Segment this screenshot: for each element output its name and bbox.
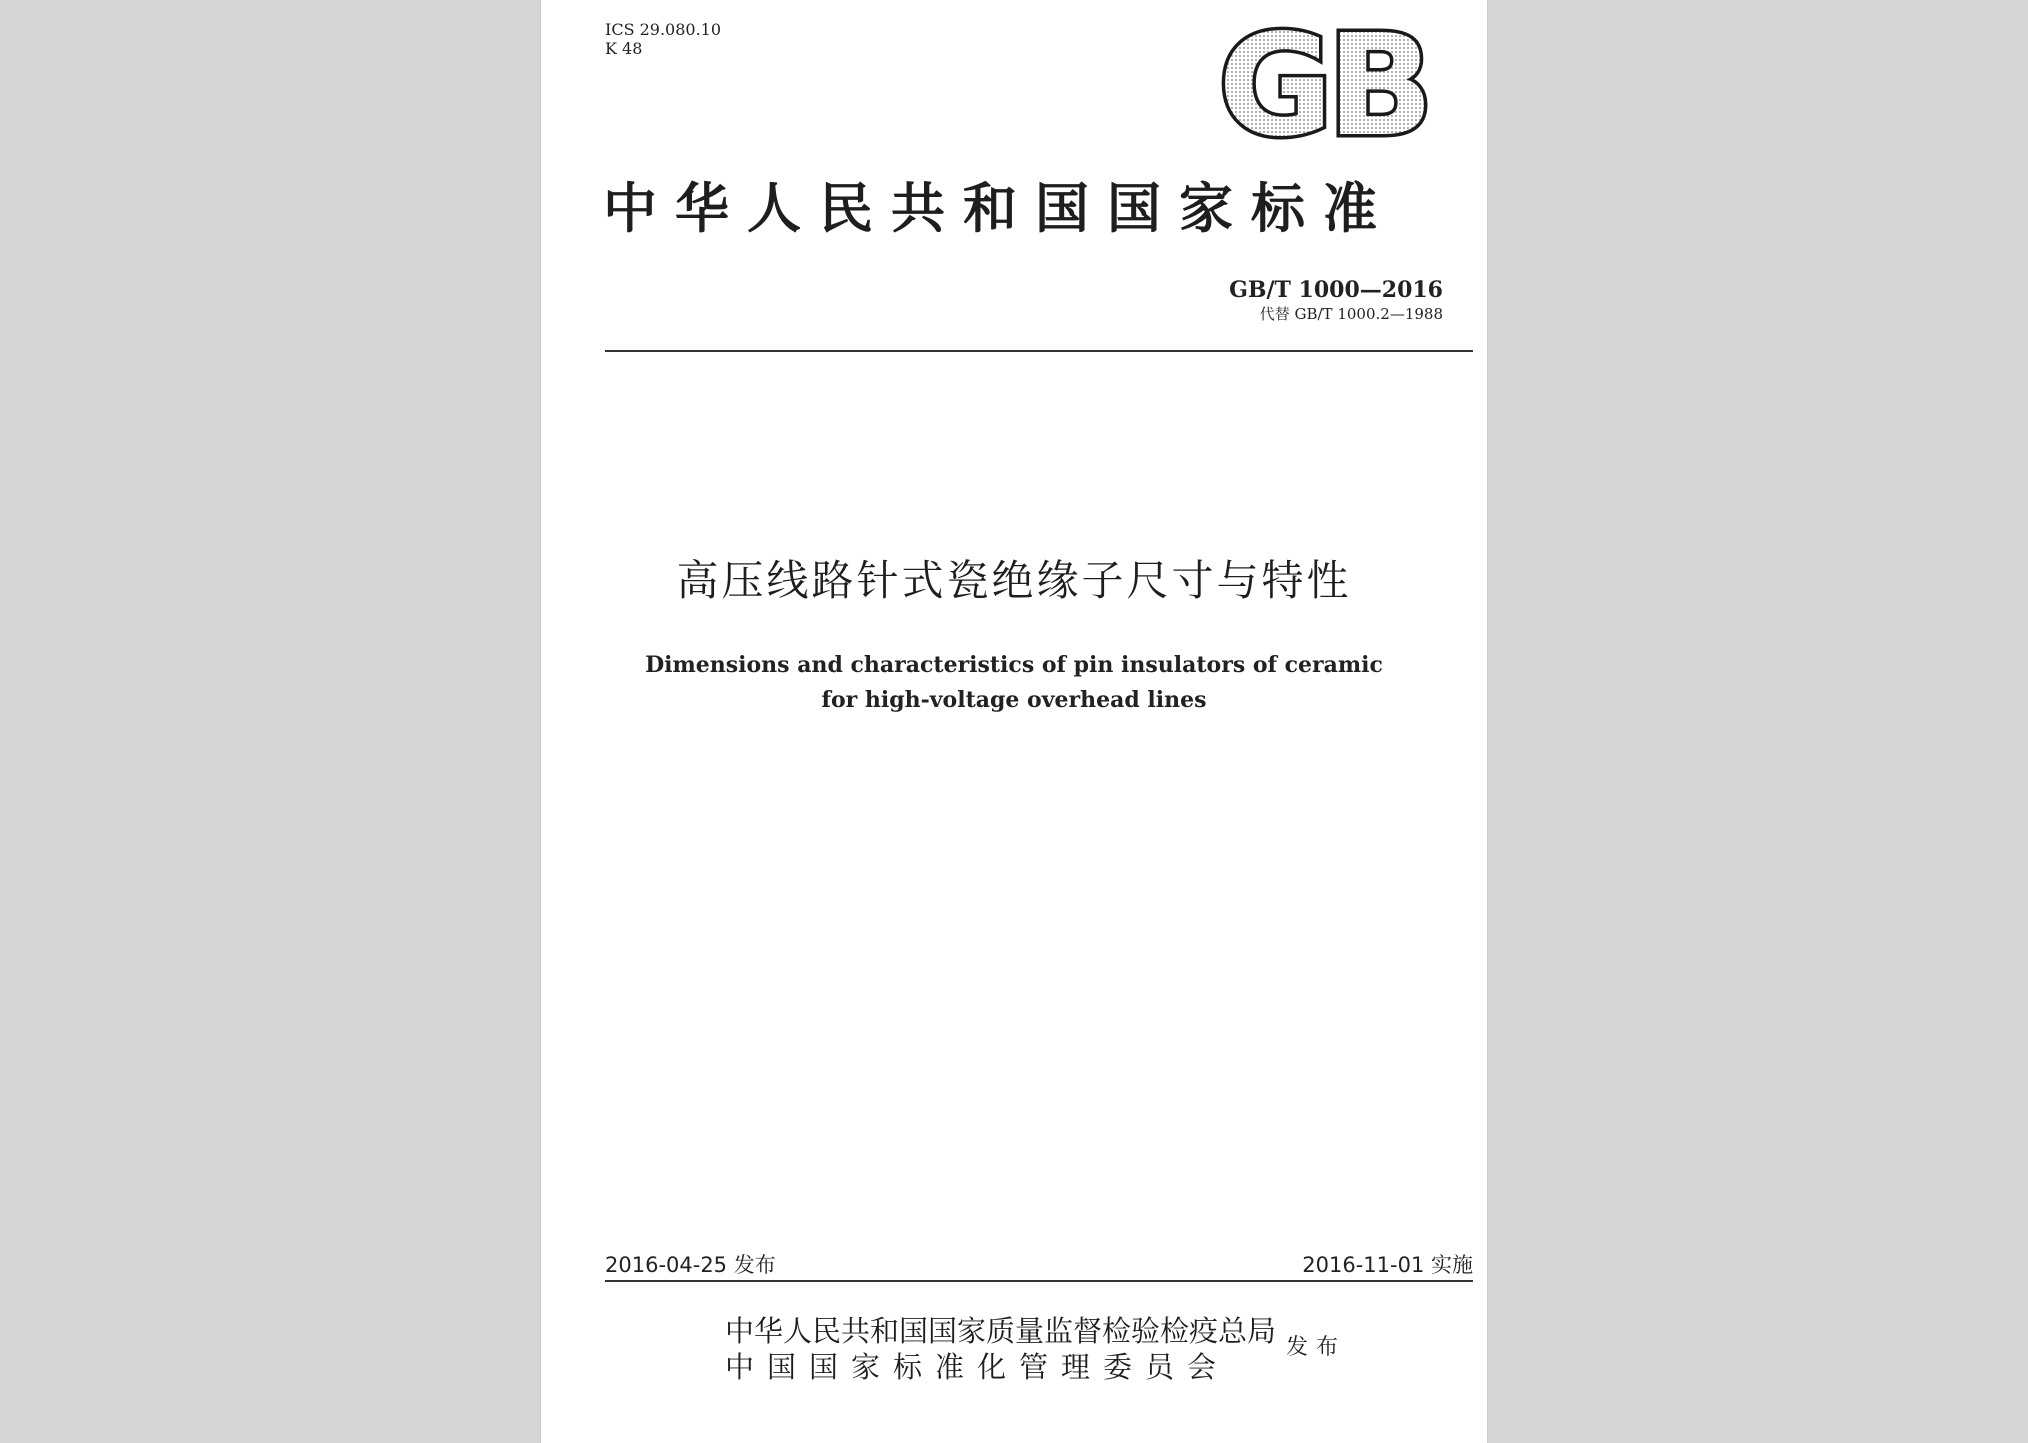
implement-date: 2016-11-01 实施 xyxy=(1302,1253,1473,1277)
gb-logo-icon xyxy=(1206,26,1441,146)
title-cn: 高压线路针式瓷绝缘子尺寸与特性 xyxy=(676,556,1352,605)
issue-date: 2016-04-25 发布 xyxy=(605,1253,776,1277)
publish-label: 发布 xyxy=(1286,1335,1347,1360)
top-divider xyxy=(605,350,1473,352)
document-page xyxy=(541,0,1487,1443)
standard-code: GB/T 1000—2016 xyxy=(1229,277,1443,303)
standard-name-cn: 中华人民共和国国家标准 xyxy=(603,176,1395,240)
issuer-line1: 中华人民共和国国家质量监督检验检疫总局 xyxy=(725,1314,1277,1348)
gb-logo-text: GB xyxy=(1218,26,1428,146)
issuer-block xyxy=(725,1313,1276,1385)
bottom-divider xyxy=(605,1280,1473,1282)
title-en-line2: for high-voltage overhead lines xyxy=(821,687,1207,713)
classification-codes xyxy=(605,20,721,58)
title-en xyxy=(541,648,1487,718)
ics-code: ICS 29.080.10 xyxy=(605,20,722,39)
ccs-code: K 48 xyxy=(605,39,643,58)
issuer-line2: 中国国家标准化管理委员会 xyxy=(725,1350,1230,1384)
title-en-line1: Dimensions and characteristics of pin insulators of ceramic xyxy=(645,652,1383,678)
replaces-code: 代替 GB/T 1000.2—1988 xyxy=(1259,305,1443,323)
standard-code-block xyxy=(1229,276,1443,324)
